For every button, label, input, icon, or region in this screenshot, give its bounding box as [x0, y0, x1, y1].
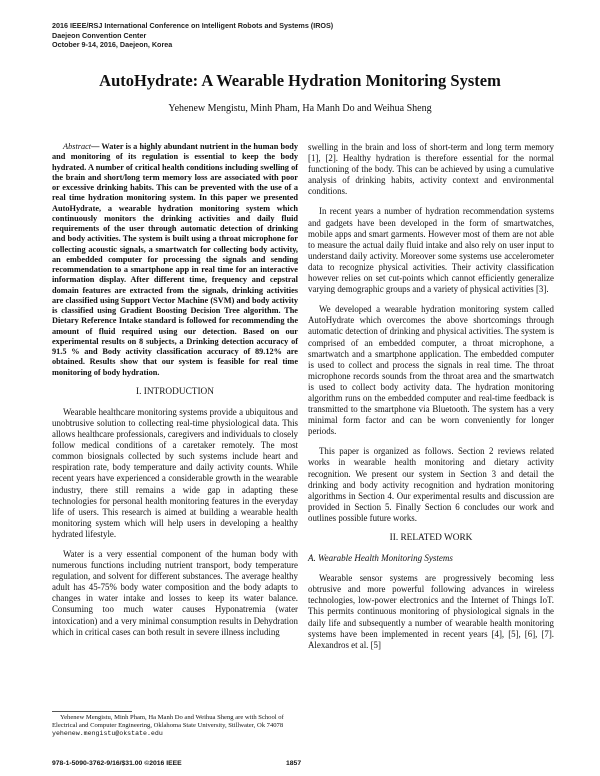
paper-title: AutoHydrate: A Wearable Hydration Monitoring System: [99, 71, 501, 90]
page-number: 1857: [286, 760, 302, 767]
abstract-text: — Water is a highly abundant nutrient in the human body and monitoring of its regulation is essential to keep the body hydrated. A number of critical health conditions including swelling of the brain and short/long term memory loss are associated with poor or excessive drinking habits. This can be prevented with the use of a real time hydration monitoring system. In this paper we presented AutoHydrate, a wearable hydration monitoring system which continuously monitors the drinking activities and daily fluid requirements of the user through automatic detection of drinking and body activities. The system is built using a throat microphone for collecting acoustic signals, a smartwatch for collecting body activity, an embedded computer for processing the signals and sending recommendation to a smartphone app in real time for an interactive information display. After different time, frequency and cepstral domain features are extracted from the signals, drinking activities are classified using Support Vector Machine (SVM) and body activity is classified using Gradient Boosting Decision Tree algorithm. The Dietary Reference Intake standard is followed for recommending the amount of fluid required using our detection. Based on our experimental results on 8 subjects, a Drinking detection accuracy of 91.5 % and Body activity classification accuracy of 89.12% are obtained. Results show that our system is feasible for real time monitoring of body hydration.: [52, 142, 298, 377]
author-list: Yehenew Mengistu, Minh Pham, Ha Manh Do and Weihua Sheng: [168, 103, 432, 114]
footnote-divider: [52, 711, 132, 712]
intro-paragraph-2: Water is a very essential component of the human body with numerous functions including nutrient transport, body temperature regulation, and solvent for different substances. The average healthy adult has 45-75% body water composition and the body adapts to changes in water intake and losses to keep its water balance. Consuming too much water causes Hyponatremia (water intoxication) and a very minimal consumption results in Dehydration which in critical cases can both result in severe illness including: [52, 548, 298, 637]
intro-paragraph-5: We developed a wearable hydration monitoring system called AutoHydrate which overcomes the above shortcomings through automatic detection of drinking and physical activities. The system is comprised of an embedded computer, a throat microphone, a smartwatch and a smartphone application. The embedded computer is used to collect and process the signals in real time. The throat microphone records sounds from the throat area and the smartwatch is used to collect body activity data. The hydration monitoring algorithm runs on the embedded computer and real-time feedback is transmitted to the smartphone via Bluetooth. The system has a very minimal form factor and can be worn conveniently for longer periods.: [308, 304, 554, 437]
author-affiliation-footnote: [52, 714, 298, 738]
right-column: [308, 142, 554, 660]
author-email: yehenew.mengistu@okstate.edu: [52, 730, 163, 738]
copyright-line: 978-1-5090-3762-9/16/$31.00 ©2016 IEEE: [52, 760, 182, 767]
intro-paragraph-6: This paper is organized as follows. Section 2 reviews related works in wearable health monitoring and dietary activity recognition. We present our system in Section 3 and detail the drinking and body activity recognition and hydration monitoring algorithms in Section 4. Our experimental results and discussion are provided in Section 5. Finally Section 6 concludes our work and outlines possible future works.: [308, 446, 554, 523]
subsection-heading-wearable: A. Wearable Health Monitoring Systems: [308, 553, 453, 564]
conference-header: [52, 21, 452, 50]
intro-paragraph-1: Wearable healthcare monitoring systems provide a ubiquitous and unobtrusive solution to collecting real-time physiological data. This allows healthcare professionals, caregivers and individuals to closely follow medical conditions of a caretaker remotely. The most common biosignals collected by such systems include heart and respiration rate, body temperature and daily activity counts. While recent years have experienced a considerable growth in the wearable industry, there still remains a wide gap in adapting these technologies for personal health monitoring features in the everyday life of users. This research is aimed at building a wearable health monitoring system which will help users in developing a healthy hydrated lifestyle.: [52, 406, 298, 539]
left-column: [52, 142, 298, 647]
section-heading-related-work: II. RELATED WORK: [389, 533, 473, 543]
intro-paragraph-3: swelling in the brain and loss of short-term and long term memory [1], [2]. Healthy hydration is therefore essential for the normal functioning of the body. This can be achieved by using a cumulative analysis of drinking habits, activity context and environmental conditions.: [308, 142, 554, 197]
conference-dates: October 9-14, 2016, Daejeon, Korea: [52, 40, 173, 49]
abstract: [52, 142, 298, 378]
conference-name: 2016 IEEE/RSJ International Conference on Intelligent Robots and Systems (IROS): [52, 21, 334, 30]
abstract-label: Abstract: [63, 142, 92, 151]
footnote-text: Yehenew Mengistu, Minh Pham, Ha Manh Do and Weihua Sheng are with School of Electrical and Computer Engineering, Oklahoma State University, Stillwater, Ok 74078: [52, 714, 284, 730]
section-heading-introduction: I. INTRODUCTION: [136, 386, 214, 397]
intro-paragraph-4: In recent years a number of hydration recommendation systems and gadgets have been developed in the form of smartwatches, mobile apps and smart garments. However most of them are not able to measure the actual daily fluid intake and also rely on user input to understand daily activity. Moreover some systems use accelerometer data to recognize physical activities. Their activity classification however relies on set cut-points which cannot efficiently generalize varying demographic groups and a variety of physical activities [3].: [308, 206, 554, 295]
conference-venue: Daejeon Convention Center: [52, 30, 147, 40]
related-paragraph-1: Wearable sensor systems are progressively becoming less obtrusive and more powerful following advances in wireless technologies, low-power electronics and the Internet of Things IoT. This permits continuous monitoring of physiological signals in the daily life and subsequently a number of wearable health monitoring systems have been implemented in recent years [4], [5], [6], [7]. Alexandros et al. [5]: [308, 573, 554, 650]
